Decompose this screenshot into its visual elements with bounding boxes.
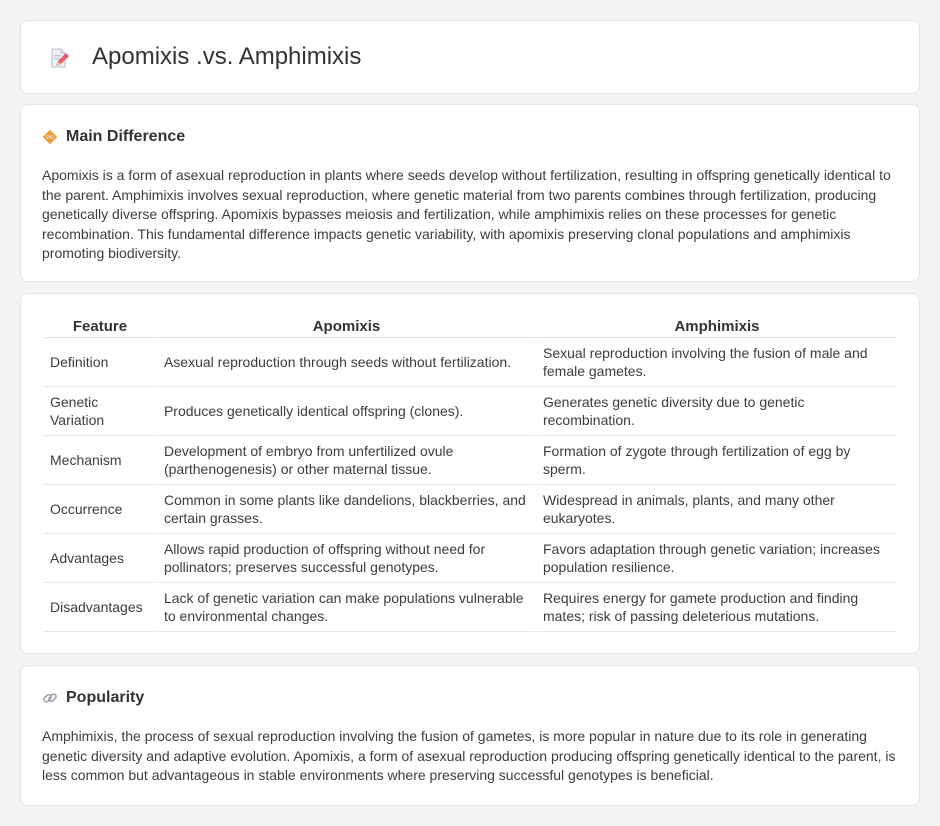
amphimixis-cell: Formation of zygote through fertilization of egg by sperm. bbox=[537, 436, 897, 485]
link-icon bbox=[42, 690, 58, 706]
feature-cell: Advantages bbox=[44, 534, 156, 583]
feature-cell: Occurrence bbox=[44, 485, 156, 534]
comparison-table bbox=[42, 314, 899, 632]
table-header-row bbox=[44, 314, 897, 338]
page-title: Apomixis .vs. Amphimixis bbox=[92, 43, 362, 70]
header-feature: Feature bbox=[44, 314, 156, 338]
main-difference-title: Main Difference bbox=[66, 128, 186, 145]
amphimixis-cell: Sexual reproduction involving the fusion of male and female gametes. bbox=[537, 338, 897, 387]
table-row bbox=[44, 485, 897, 534]
apomixis-cell: Asexual reproduction through seeds without fertilization. bbox=[158, 338, 535, 387]
apomixis-cell: Lack of genetic variation can make populations vulnerable to environmental changes. bbox=[158, 583, 535, 632]
amphimixis-cell: Generates genetic diversity due to genetic recombination. bbox=[537, 387, 897, 436]
apomixis-cell: Common in some plants like dandelions, blackberries, and certain grasses. bbox=[158, 485, 535, 534]
amphimixis-cell: Favors adaptation through genetic variation; increases population resilience. bbox=[537, 534, 897, 583]
header-card bbox=[20, 20, 920, 94]
apomixis-cell: Allows rapid production of offspring without need for pollinators; preserves successful genotypes. bbox=[158, 534, 535, 583]
apomixis-cell: Development of embryo from unfertilized ovule (parthenogenesis) or other maternal tissue. bbox=[158, 436, 535, 485]
feature-cell: Mechanism bbox=[44, 436, 156, 485]
table-row bbox=[44, 436, 897, 485]
apomixis-cell: Produces genetically identical offspring (clones). bbox=[158, 387, 535, 436]
main-difference-heading bbox=[42, 128, 185, 146]
table-row bbox=[44, 338, 897, 387]
popularity-heading bbox=[42, 689, 144, 707]
feature-cell: Definition bbox=[44, 338, 156, 387]
feature-cell: Disadvantages bbox=[44, 583, 156, 632]
header-apomixis: Apomixis bbox=[158, 314, 535, 338]
popularity-card bbox=[20, 665, 920, 806]
table-row bbox=[44, 534, 897, 583]
table-row bbox=[44, 583, 897, 632]
main-difference-card bbox=[20, 104, 920, 282]
main-difference-text: Apomixis is a form of asexual reproduction in plants where seeds develop without fertilization, resulting in offspring genetically identical to the parent. Amphimixis involves sexual reproduction, where genetic material from two parents combines through fertilization, producing genetically diverse offspring. Apomixis bypasses meiosis and fertilization, while amphimixis relies on these processes for genetic recombination. This fundamental difference impacts genetic variability, with apomixis preserving clonal populations and amphimixis promoting biodiversity. bbox=[42, 167, 891, 261]
comparison-card bbox=[20, 293, 920, 654]
table-row bbox=[44, 387, 897, 436]
diamond-warning-icon bbox=[42, 129, 58, 145]
amphimixis-cell: Requires energy for gamete production and finding mates; risk of passing deleterious mutations. bbox=[537, 583, 897, 632]
document-pencil-icon bbox=[48, 47, 70, 69]
feature-cell: Genetic Variation bbox=[44, 387, 156, 436]
popularity-title: Popularity bbox=[66, 689, 145, 706]
header-amphimixis: Amphimixis bbox=[537, 314, 897, 338]
popularity-text: Amphimixis, the process of sexual reproduction involving the fusion of gametes, is more popular in nature due to its role in generating genetic diversity and adaptive evolution. Apomixis, a form of asexual reproduction producing offspring genetically identical to the parent, is less common but advantageous in stable environments where preserving successful genotypes is beneficial. bbox=[42, 728, 896, 783]
amphimixis-cell: Widespread in animals, plants, and many other eukaryotes. bbox=[537, 485, 897, 534]
